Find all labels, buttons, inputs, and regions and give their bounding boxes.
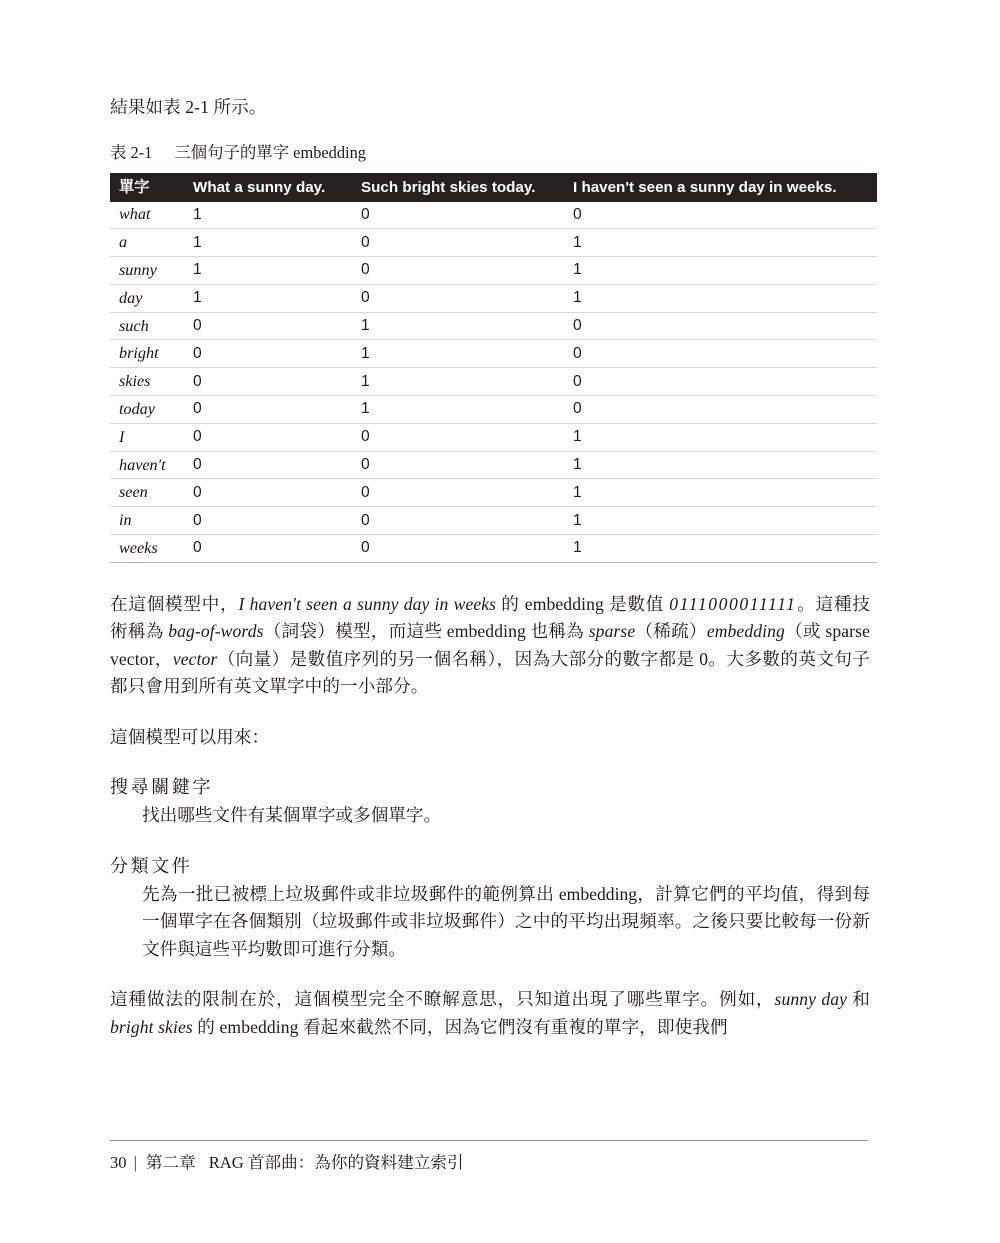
table-row — [110, 368, 877, 396]
section-title-keyword-search: 搜尋關鍵字 — [110, 777, 213, 798]
page-content — [110, 94, 870, 1041]
p1-part-d: （詞袋）模型，而這些 embedding 也稱為 — [263, 621, 589, 642]
cell-sentence-2: 0 — [361, 539, 370, 557]
p1-part-g: （向量）是數值序列的另一個名稱），因為大部分的數字都是 0。大多數的英文句子都只會用到所有英文單字中的一小部分。 — [110, 648, 870, 697]
cell-sentence-1: 0 — [193, 511, 202, 529]
p1-part-a: 在這個模型中， — [110, 593, 239, 614]
row-word: today — [119, 399, 155, 418]
cell-sentence-1: 0 — [193, 483, 202, 501]
cell-sentence-2: 0 — [361, 233, 370, 251]
intro-paragraph: 結果如表 2-1 所示。 — [110, 97, 267, 117]
p1-term-sparse: sparse — [588, 621, 636, 642]
cell-sentence-2: 1 — [361, 400, 370, 418]
p3-part-a: 這種做法的限制在於，這個模型完全不瞭解意思，只知道出現了哪些單字。例如， — [110, 989, 775, 1010]
footer-chapter-title: RAG 首部曲：為你的資料建立索引 — [208, 1153, 464, 1172]
row-word: day — [119, 288, 143, 307]
cell-sentence-2: 1 — [361, 344, 370, 362]
cell-sentence-2: 1 — [361, 372, 370, 390]
table-row — [110, 202, 877, 229]
cell-sentence-3: 0 — [573, 344, 582, 362]
p3-part-c: 的 embedding 看起來截然不同，因為它們沒有重複的單字，即使我們 — [192, 1016, 728, 1037]
cell-sentence-3: 1 — [573, 511, 582, 529]
cell-sentence-1: 0 — [193, 372, 202, 390]
table-row — [110, 312, 877, 340]
p1-part-f: （或 sparse vector， — [110, 621, 870, 669]
cell-sentence-1: 0 — [193, 539, 202, 557]
cell-sentence-3: 0 — [573, 317, 582, 335]
column-header-sentence-1: What a sunny day. — [193, 173, 361, 202]
paragraph-limitations — [110, 986, 870, 1041]
cell-sentence-2: 0 — [361, 483, 370, 501]
row-word: weeks — [119, 538, 158, 557]
cell-sentence-1: 1 — [193, 205, 202, 223]
cell-sentence-2: 0 — [361, 456, 370, 474]
table-row — [110, 423, 877, 451]
cell-sentence-3: 1 — [573, 233, 582, 251]
cell-sentence-1: 0 — [193, 400, 202, 418]
cell-sentence-3: 1 — [573, 483, 582, 501]
table-row — [110, 507, 877, 535]
table-body — [110, 202, 877, 563]
cell-sentence-2: 0 — [361, 511, 370, 529]
section-body-document-classification: 先為一批已被標上垃圾郵件或非垃圾郵件的範例算出 embedding，計算它們的平均值，得到每一個單字在各個類別（垃圾郵件或非垃圾郵件）之中的平均出現頻率。之後只要比較每一份新文件與這些平均數即可進行分類。 — [142, 883, 870, 959]
table-row — [110, 257, 877, 285]
cell-sentence-1: 0 — [193, 428, 202, 446]
p1-part-c: 。這種技術稱為 — [110, 593, 870, 642]
cell-sentence-1: 0 — [193, 344, 202, 362]
p3-part-b: 和 — [847, 989, 870, 1010]
paragraph-bag-of-words — [110, 591, 870, 701]
table-row — [110, 396, 877, 424]
footer-separator: | — [133, 1153, 137, 1172]
cell-sentence-1: 0 — [193, 456, 202, 474]
row-word: in — [119, 511, 132, 530]
cell-sentence-3: 1 — [573, 428, 582, 446]
p1-term-vector: vector — [172, 648, 218, 669]
table-caption-label: 表 2-1 — [110, 142, 153, 162]
row-word: a — [119, 233, 128, 252]
row-word: what — [119, 205, 151, 224]
page-footer — [110, 1150, 868, 1176]
table-caption — [110, 142, 870, 164]
cell-sentence-1: 0 — [193, 317, 202, 335]
cell-sentence-2: 0 — [361, 289, 370, 307]
p1-part-e: （稀疏） — [635, 621, 707, 642]
table-row — [110, 340, 877, 368]
p1-sentence-italic: I haven't seen a sunny day in weeks — [238, 593, 497, 614]
section-title-document-classification: 分類文件 — [110, 855, 193, 876]
p3-term-bright-skies: bright skies — [110, 1016, 193, 1037]
table-header — [110, 173, 877, 202]
cell-sentence-1: 1 — [193, 289, 202, 307]
cell-sentence-3: 1 — [573, 289, 582, 307]
paragraph-uses-intro: 這個模型可以用來： — [110, 726, 270, 747]
table-row — [110, 479, 877, 507]
row-word: haven't — [119, 455, 166, 474]
row-word: bright — [119, 344, 159, 363]
page-number: 30 — [110, 1153, 127, 1172]
column-header-sentence-2: Such bright skies today. — [361, 173, 573, 202]
row-word: sunny — [119, 260, 157, 279]
footer-chapter: 第二章 — [145, 1153, 196, 1172]
p1-part-b: 的 embedding 是數值 — [496, 593, 670, 614]
column-header-word: 單字 — [110, 173, 193, 202]
cell-sentence-3: 1 — [573, 539, 582, 557]
cell-sentence-2: 0 — [361, 428, 370, 446]
footer-divider — [110, 1140, 868, 1141]
cell-sentence-3: 1 — [573, 261, 582, 279]
cell-sentence-1: 1 — [193, 233, 202, 251]
word-embedding-table — [110, 173, 877, 563]
cell-sentence-2: 1 — [361, 317, 370, 335]
table-row — [110, 451, 877, 479]
cell-sentence-2: 0 — [361, 261, 370, 279]
cell-sentence-2: 0 — [361, 205, 370, 223]
table-row — [110, 535, 877, 563]
cell-sentence-3: 0 — [573, 372, 582, 390]
cell-sentence-1: 1 — [193, 261, 202, 279]
p1-term-embedding: embedding — [706, 621, 785, 642]
section-body-keyword-search: 找出哪些文件有某個單字或多個單字。 — [142, 805, 442, 826]
table-caption-text: 三個句子的單字 embedding — [174, 142, 367, 162]
row-word: I — [119, 427, 125, 446]
table-header-row — [110, 173, 877, 202]
p1-term-bag-of-words: bag-of-words — [168, 621, 264, 642]
p1-bit-vector: 0111000011111 — [669, 593, 797, 614]
row-word: such — [119, 316, 149, 335]
column-header-sentence-3: I haven't seen a sunny day in weeks. — [573, 173, 877, 202]
cell-sentence-3: 0 — [573, 400, 582, 418]
cell-sentence-3: 0 — [573, 205, 582, 223]
cell-sentence-3: 1 — [573, 456, 582, 474]
p3-term-sunny-day: sunny day — [774, 989, 848, 1010]
row-word: seen — [119, 483, 148, 502]
table-row — [110, 284, 877, 312]
row-word: skies — [119, 372, 151, 391]
table-row — [110, 229, 877, 257]
